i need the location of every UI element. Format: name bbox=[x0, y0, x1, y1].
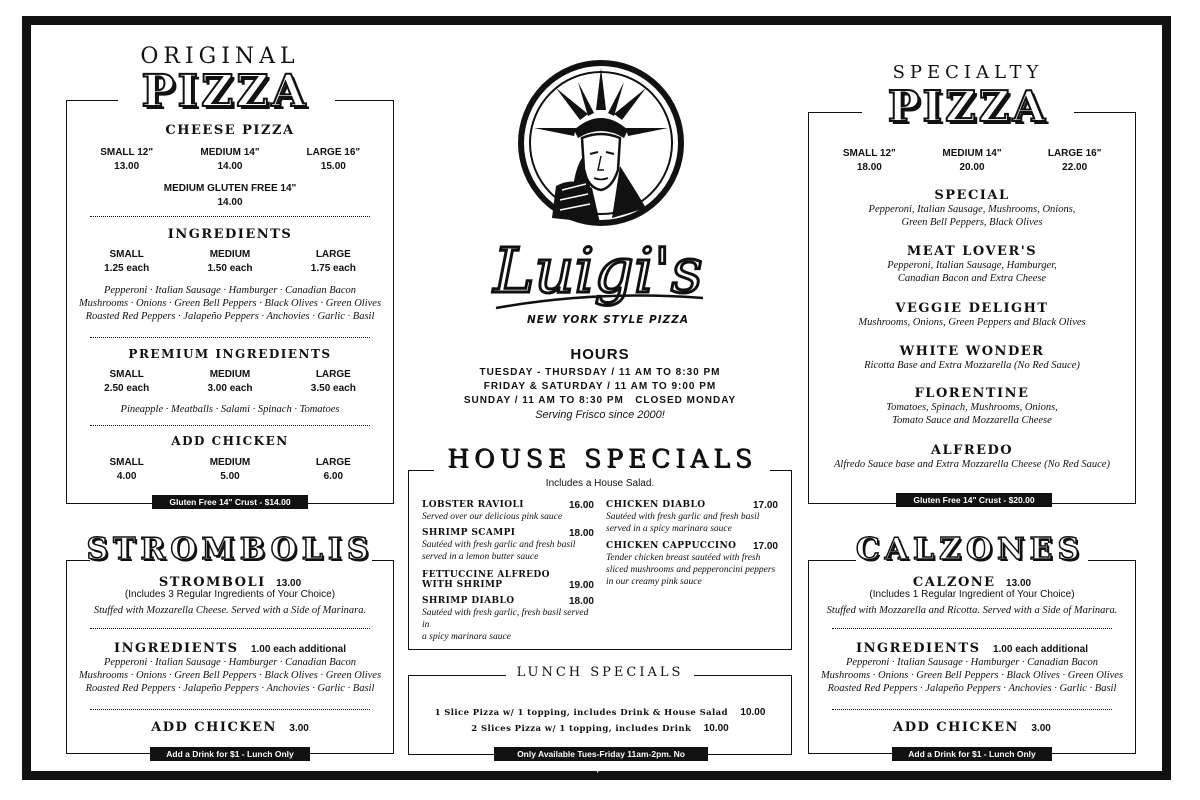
chicken-prices: SMALL 4.00 MEDIUM 5.00 LARGE 6.00 bbox=[109, 457, 351, 482]
lunch-list bbox=[420, 702, 780, 736]
ingredients-prices: SMALL 1.25 each MEDIUM 1.50 each LARGE 1.75 each bbox=[104, 249, 356, 274]
specialty-item: MEAT LOVER'S Pepperoni, Italian Sausage, Hamburger, Canadian Bacon and Extra Cheese bbox=[887, 244, 1057, 284]
lunch-item: 2 Slices Pizza w/ 1 topping, includes Drink 10.00 bbox=[471, 723, 729, 734]
house-specials-subtitle: Includes a House Salad. bbox=[545, 478, 655, 489]
specialty-item: VEGGIE DELIGHT Mushrooms, Onions, Green Peppers and Black Olives bbox=[858, 301, 1086, 328]
divider bbox=[832, 709, 1112, 710]
stromboli-add-chicken: ADD CHICKEN 3.00 bbox=[151, 720, 309, 735]
stromboli-desc: Stuffed with Mozzarella Cheese. Served with a Side of Marinara. bbox=[93, 605, 367, 616]
calzone-add-chicken: ADD CHICKEN 3.00 bbox=[893, 720, 1051, 735]
serving-since: Serving Frisco since 2000! bbox=[535, 409, 665, 421]
specialty-title-small: SPECIALTY bbox=[892, 62, 1044, 83]
lunch-availability-badge: Only Available Tues-Friday 11am-2pm. No exceptions. bbox=[494, 747, 708, 761]
add-chicken-heading: ADD CHICKEN bbox=[171, 434, 289, 448]
divider bbox=[90, 425, 370, 426]
gluten-free-badge: Gluten Free 14" Crust - $14.00 bbox=[152, 495, 308, 509]
calzone-ingredients-heading: INGREDIENTS 1.00 each additional bbox=[856, 641, 1088, 656]
lunch-item: 1 Slice Pizza w/ 1 topping, includes Drink & House Salad 10.00 bbox=[434, 707, 766, 718]
calzone-note: (Includes 1 Regular Ingredient of Your Choice) bbox=[869, 589, 1075, 600]
special-item: LOBSTER RAVIOLI 16.00 Served over our delicious pink sauce bbox=[422, 500, 594, 522]
premium-prices: SMALL 2.50 each MEDIUM 3.00 each LARGE 3.50 each bbox=[104, 369, 356, 394]
hours-lines: TUESDAY - THURSDAY / 11 AM TO 8:30 PM FRIDAY & SATURDAY / 11 AM TO 9:00 PM SUNDAY / 11 AM TO 8:30 PM CLOSED MONDAY bbox=[463, 367, 737, 406]
stromboli-drink-badge: Add a Drink for $1 - Lunch Only bbox=[150, 747, 310, 761]
special-item: CHICKEN DIABLO 17.00 Sautéed with fresh garlic and fresh basil served in a spicy marinara sauce bbox=[606, 500, 778, 534]
specialty-list bbox=[808, 188, 1136, 471]
divider bbox=[90, 337, 370, 338]
divider bbox=[90, 216, 370, 217]
size-small: SMALL 12" 13.00 bbox=[100, 147, 154, 172]
specialty-sizes: SMALL 12" 18.00 MEDIUM 14" 20.00 LARGE 16" 22.00 bbox=[842, 148, 1102, 173]
statue-of-liberty-emblem bbox=[516, 58, 686, 228]
stromboli-item: STROMBOLI 13.00 bbox=[158, 575, 302, 590]
house-specials-title: HOUSE SPECIALS bbox=[447, 444, 757, 473]
specialty-item: FLORENTINE Tomatoes, Spinach, Mushrooms, Onions, Tomato Sauce and Mozzarella Cheese bbox=[886, 386, 1058, 426]
specialty-gluten-free-badge: Gluten Free 14" Crust - $20.00 bbox=[896, 493, 1052, 507]
calzone-desc: Stuffed with Mozzarella and Ricotta. Served with a Side of Marinara. bbox=[826, 605, 1118, 616]
special-item: SHRIMP DIABLO 18.00 Sautéed with fresh garlic, fresh basil served in a spicy marinara sauce bbox=[422, 596, 594, 642]
stromboli-ingredients-heading: INGREDIENTS 1.00 each additional bbox=[114, 641, 346, 656]
house-specials-left-col bbox=[422, 500, 594, 643]
hours-heading: HOURS bbox=[570, 346, 630, 363]
cheese-sizes bbox=[75, 146, 385, 174]
premium-heading: PREMIUM INGREDIENTS bbox=[128, 347, 332, 361]
original-title-small: ORIGINAL bbox=[140, 44, 300, 69]
cheese-pizza-heading: CHEESE PIZZA bbox=[165, 123, 295, 138]
special-item: FETTUCCINE ALFREDO WITH SHRIMP 19.00 bbox=[422, 570, 594, 591]
special-item: CHICKEN CAPPUCCINO 17.00 Tender chicken breast sautéed with fresh sliced mushrooms and pepperoncini peppers in our creamy pink sauce bbox=[606, 541, 778, 587]
specialty-title-big: PIZZA bbox=[887, 82, 1049, 131]
calzone-ingredients-list: Pepperoni · Italian Sausage · Hamburger · Canadian Bacon Mushrooms · Onions · Green Bell Peppers · Black Olives · Green Olives Roasted Red Peppers · Jalapeño Peppers · Anchovies · Garlic · Basil bbox=[820, 657, 1124, 694]
size-medium: MEDIUM 14" 14.00 bbox=[200, 147, 260, 172]
ingredients-heading: INGREDIENTS bbox=[167, 227, 293, 242]
brand-name: Luigi's bbox=[493, 234, 703, 307]
stromboli-note: (Includes 3 Regular Ingredients of Your Choice) bbox=[124, 589, 336, 600]
stromboli-ingredients-list: Pepperoni · Italian Sausage · Hamburger · Canadian Bacon Mushrooms · Onions · Green Bell Peppers · Black Olives · Green Olives Roasted Red Peppers · Jalapeño Peppers · Anchovies · Garlic · Basil bbox=[78, 657, 382, 694]
luigis-wordmark bbox=[488, 220, 713, 335]
divider bbox=[832, 628, 1112, 629]
divider bbox=[90, 628, 370, 629]
calzone-drink-badge: Add a Drink for $1 - Lunch Only bbox=[892, 747, 1052, 761]
original-title-big: PIZZA bbox=[141, 66, 309, 117]
special-item: SHRIMP SCAMPI 18.00 Sautéed with fresh garlic and fresh basil served in a lemon butter sauce bbox=[422, 528, 594, 562]
strombolis-title: STROMBOLIS bbox=[86, 532, 374, 567]
specialty-item: WHITE WONDER Ricotta Base and Extra Mozzarella (No Red Sauce) bbox=[864, 344, 1080, 371]
house-specials-right-col bbox=[606, 500, 778, 588]
brand-tagline: NEW YORK STYLE PIZZA bbox=[526, 314, 690, 326]
premium-list: Pineapple · Meatballs · Salami · Spinach · Tomatoes bbox=[120, 404, 340, 415]
specialty-item: ALFREDO Alfredo Sauce base and Extra Mozzarella Cheese (No Red Sauce) bbox=[834, 443, 1110, 470]
lunch-specials-title: LUNCH SPECIALS bbox=[516, 665, 684, 680]
specialty-item: SPECIAL Pepperoni, Italian Sausage, Mushrooms, Onions, Green Bell Peppers, Black Olives bbox=[868, 188, 1076, 228]
gluten-free-size: MEDIUM GLUTEN FREE 14" 14.00 bbox=[163, 183, 297, 208]
calzone-item: CALZONE 13.00 bbox=[912, 575, 1032, 590]
ingredients-list: Pepperoni · Italian Sausage · Hamburger · Canadian Bacon Mushrooms · Onions · Green Bell Peppers · Black Olives · Green Olives Roasted Red Peppers · Jalapeño Peppers · Anchovies · Garlic · Basil bbox=[78, 285, 382, 322]
calzones-title: CALZONES bbox=[855, 532, 1085, 567]
size-large: LARGE 16" 15.00 bbox=[306, 147, 361, 172]
divider bbox=[90, 709, 370, 710]
